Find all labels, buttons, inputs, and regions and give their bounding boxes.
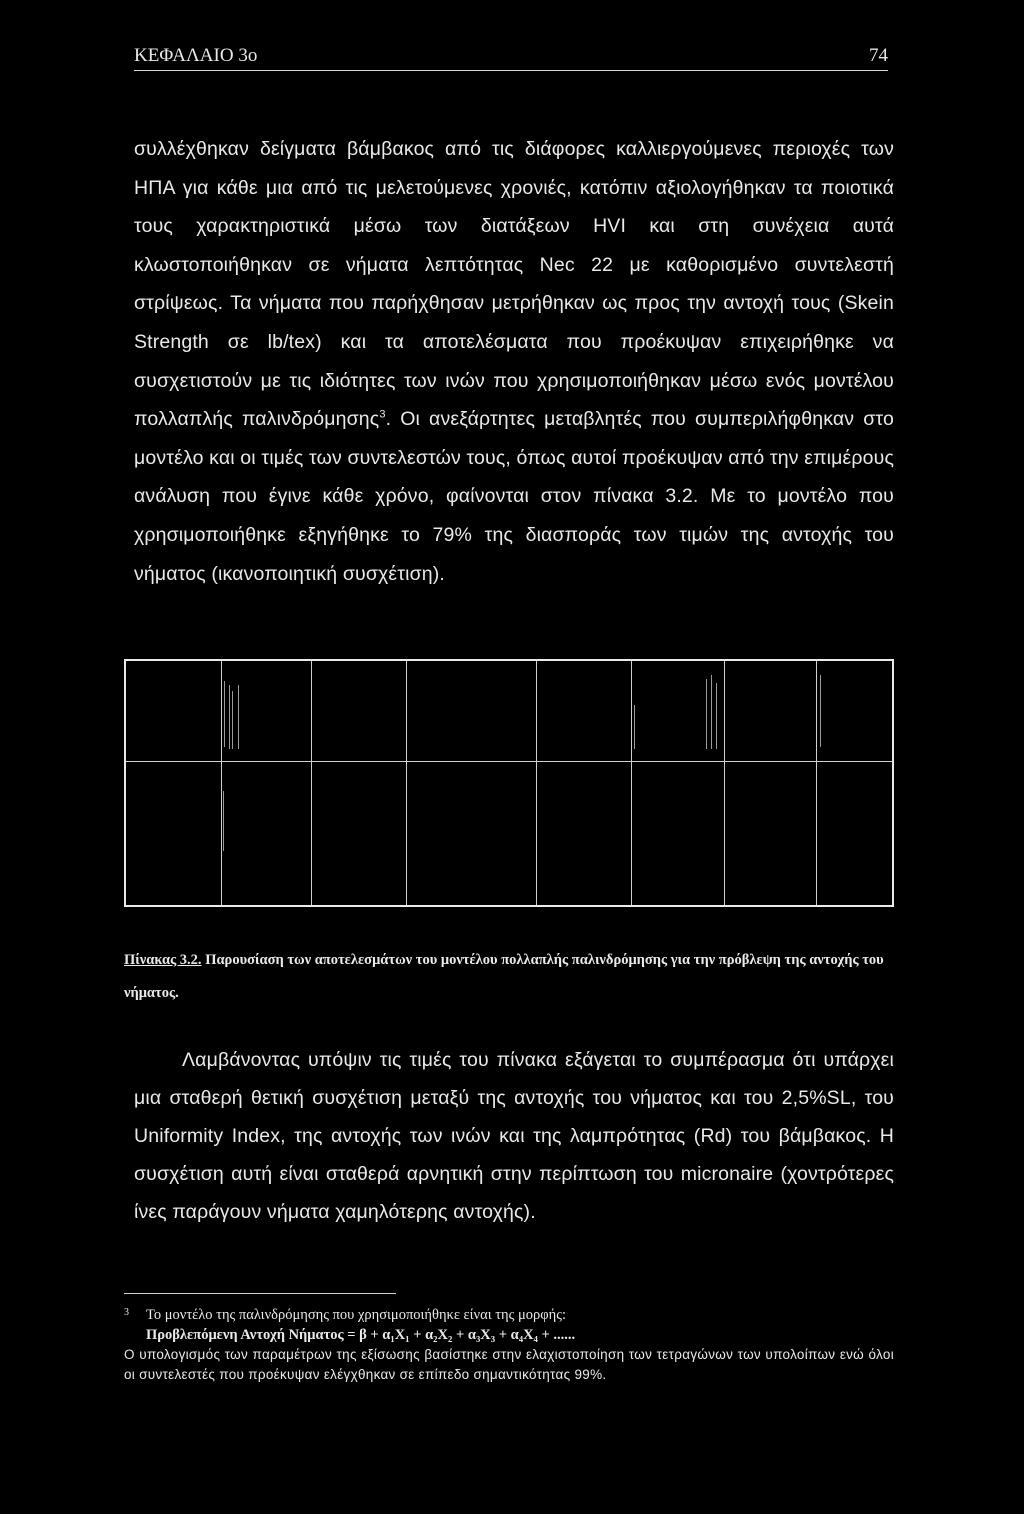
faint-mark xyxy=(634,705,635,749)
table-caption xyxy=(124,944,894,1010)
regression-formula: Προβλεπόμενη Αντοχή Νήματος = β + α₁Χ₁ + α₂Χ₂ + α₃Χ₃ + α₄Χ₄ + ...... xyxy=(146,1326,576,1343)
faint-mark xyxy=(224,681,225,747)
table-row-divider xyxy=(126,761,892,762)
table-column-divider xyxy=(221,661,222,905)
page-number: 74 xyxy=(869,45,888,66)
page-header xyxy=(134,44,888,71)
table-column-divider xyxy=(816,661,817,905)
table-caption-text: Παρουσίαση των αποτελεσμάτων του μοντέλου πολλαπλής παλινδρόμησης για την πρόβλεψη της αντοχής του νήματος. xyxy=(124,952,884,1001)
faint-mark xyxy=(223,791,224,851)
faint-mark xyxy=(711,675,712,749)
faint-mark xyxy=(238,685,239,749)
table-column-divider xyxy=(631,661,632,905)
footnote-mark: 3 xyxy=(124,1307,129,1318)
table-caption-label: Πίνακας 3.2. xyxy=(124,952,202,968)
table-column-divider xyxy=(724,661,725,905)
paragraph-text-part1: συλλέχθηκαν δείγματα βάμβακος από τις διάφορες καλλιεργούμενες περιοχές των ΗΠΑ για κάθε μια από τις μελετούμενες χρονιές, κατόπιν αξιολογήθηκαν τα ποιοτικά τους χαρακτηριστικά μέσω των διατάξεων HVI και στη συνέχεια αυτά κλωστοποιήθηκαν σε νήματα λεπτότητας Nec 22 με καθορισμένο συντελεστή στρίψεως. Τα νήματα που παρήχθησαν μετρήθηκαν ως προς την αντοχή τους (Skein Strength σε lb/tex) και τα αποτελέσματα που προέκυψαν επιχειρήθηκε να συσχετιστούν με τις ιδιότητες των ινών που χρησιμοποιήθηκαν μέσω ενός μοντέλου πολλαπλής παλινδρόμησης xyxy=(134,138,894,431)
paragraph-text-part2: . Οι ανεξάρτητες μεταβλητές που συμπεριλήφθηκαν στο μοντέλο και οι τιμές των συντελεστών τους, όπως αυτοί προέκυψαν από την επιμέρους ανάλυση που έγινε κάθε χρόνο, φαίνονται στον πίνακα 3.2. Με το μοντέλο που χρησιμοποιήθηκε εξηγήθηκε το 79% της διασποράς των τιμών της αντοχής του νήματος (ικανοποιητική συσχέτιση). xyxy=(134,408,894,585)
footnote-note: Ο υπολογισμός των παραμέτρων της εξίσωσης βασίστηκε στην ελαχιστοποίηση των τετραγώνων των υπολοίπων ενώ όλοι οι συντελεστές που προέκυψαν ελέγχθηκαν σε επίπεδο σημαντικότητας 99%. xyxy=(124,1347,894,1382)
table-column-divider xyxy=(406,661,407,905)
table-column-divider xyxy=(536,661,537,905)
faint-mark xyxy=(820,675,821,747)
footnote-separator xyxy=(124,1293,396,1294)
footnote-reference: 3 xyxy=(379,408,386,421)
faint-mark xyxy=(716,683,717,749)
faint-mark xyxy=(232,691,233,749)
footnote-intro-text: Το μοντέλο της παλινδρόμησης που χρησιμοποιήθηκε είναι της μορφής: xyxy=(146,1307,566,1323)
footnote xyxy=(124,1306,894,1384)
faint-mark xyxy=(706,679,707,749)
table-column-divider xyxy=(311,661,312,905)
body-paragraph-2: Λαμβάνοντας υπόψιν τις τιμές του πίνακα εξάγεται το συμπέρασμα ότι υπάρχει μια σταθερή θετική συσχέτιση μεταξύ της αντοχής του νήματος και του 2,5%SL, του Uniformity Index, της αντοχής των ινών και της λαμπρότητας (Rd) του βάμβακος. Η συσχέτιση αυτή είναι σταθερά αρνητική στην περίπτωση του micronaire (χοντρότερες ίνες παράγουν νήματα χαμηλότερης αντοχής). xyxy=(134,1049,894,1223)
footnote-intro xyxy=(124,1306,894,1326)
body-paragraph-1 xyxy=(134,130,894,593)
chapter-label: ΚΕΦΑΛΑΙΟ 3ο xyxy=(134,45,258,66)
faint-mark xyxy=(229,685,230,749)
regression-table-image xyxy=(124,659,894,907)
